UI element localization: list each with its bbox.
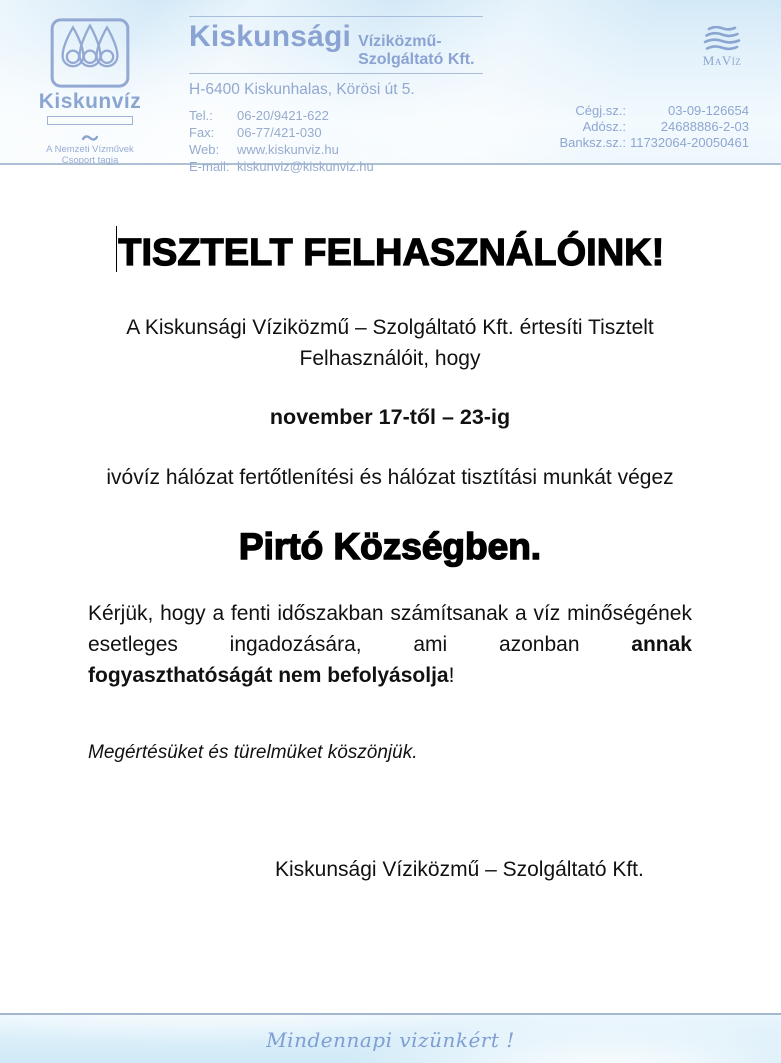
registration-block <box>559 103 749 151</box>
registration-row <box>559 135 749 151</box>
page-footer <box>0 1013 781 1063</box>
contact-value-email[interactable]: kiskunviz@kiskunviz.hu <box>237 159 374 174</box>
logo-underline-box <box>47 116 133 125</box>
registration-value: 24688886-2-03 <box>660 119 749 134</box>
contact-value-phone: 06-20/9421-622 <box>237 108 329 123</box>
contact-label: Fax: <box>189 125 215 140</box>
registration-value: 11732064-20050461 <box>629 135 749 150</box>
company-rule-bottom <box>189 73 483 74</box>
contact-label: Web: <box>189 142 220 157</box>
registration-label: Banksz.sz.: <box>559 135 626 150</box>
water-drops-icon <box>50 18 130 88</box>
advisory-line3-bold: fogyaszthatóságát nem befolyásolja <box>88 664 449 687</box>
company-title <box>189 17 483 73</box>
registration-label: Cégj.sz.: <box>575 103 626 118</box>
company-name-primary: Kiskunsági <box>189 20 352 53</box>
maviz-wordmark: MaVíz <box>702 53 742 68</box>
company-address: H-6400 Kiskunhalas, Körösi út 5. <box>189 81 415 98</box>
logo-tagline-line1: A Nemzeti Vízművek <box>46 144 134 155</box>
contact-row-tel <box>189 108 374 125</box>
contact-label: Tel.: <box>189 108 213 123</box>
maviz-logo-block <box>697 26 747 69</box>
contact-label: E-mail: <box>189 159 230 174</box>
advisory-paragraph <box>88 598 692 691</box>
text-cursor[interactable] <box>116 226 118 272</box>
registration-value: 03-09-126654 <box>668 103 749 118</box>
contact-row-web <box>189 142 374 159</box>
footer-slogan: Mindennapi vizünkért ! <box>266 1028 515 1052</box>
company-block <box>189 16 483 176</box>
intro-paragraph: A Kiskunsági Víziközmű – Szolgáltató Kft. értesíti Tisztelt Felhasználóit, hogy <box>126 316 654 370</box>
advisory-line-3 <box>88 660 692 691</box>
advisory-line2-regular: esetleges ingadozására, ami azonban <box>88 633 580 656</box>
notice-title-text: TISZTELT FELHASZNÁLÓINK! <box>118 232 665 274</box>
water-waves-icon <box>703 26 741 52</box>
advisory-line-2 <box>88 629 692 660</box>
thanks-line: Megértésüket és türelmüket köszönjük. <box>88 742 418 763</box>
kiskunviz-logo-block <box>34 18 146 166</box>
notice-title <box>88 226 692 275</box>
location-heading: Pirtó Községben. <box>238 526 542 567</box>
advisory-line-1: Kérjük, hogy a fenti időszakban számítsanak a víz minőségének <box>88 602 692 625</box>
logo-tagline-line2: Csoport tagja <box>61 155 119 166</box>
letterhead <box>0 0 781 174</box>
registration-table <box>559 103 749 151</box>
contact-value-website[interactable]: www.kiskunviz.hu <box>237 142 339 157</box>
contact-row-email <box>189 159 374 176</box>
contact-value-fax: 06-77/421-030 <box>237 125 322 140</box>
nemzeti-vizmuvek-icon <box>82 134 98 142</box>
advisory-line2-bold: annak <box>631 633 692 656</box>
contact-row-fax <box>189 125 374 142</box>
logo-tagline <box>46 144 134 166</box>
date-range-line: november 17-től – 23-ig <box>269 405 511 429</box>
company-name-secondary: Víziközmű-Szolgáltató Kft. <box>358 33 475 68</box>
advisory-line3-tail: ! <box>448 664 455 687</box>
registration-row <box>559 119 749 135</box>
contact-table <box>189 108 374 176</box>
notice-body <box>0 226 781 882</box>
registration-label: Adósz.: <box>582 119 626 134</box>
kiskunviz-wordmark: Kiskunvíz <box>38 90 142 113</box>
registration-row <box>559 103 749 119</box>
work-description-line: ivóvíz hálózat fertőtlenítési és hálózat tisztítási munkát végez <box>106 466 674 489</box>
signature-line: Kiskunsági Víziközmű – Szolgáltató Kft. <box>275 858 644 881</box>
